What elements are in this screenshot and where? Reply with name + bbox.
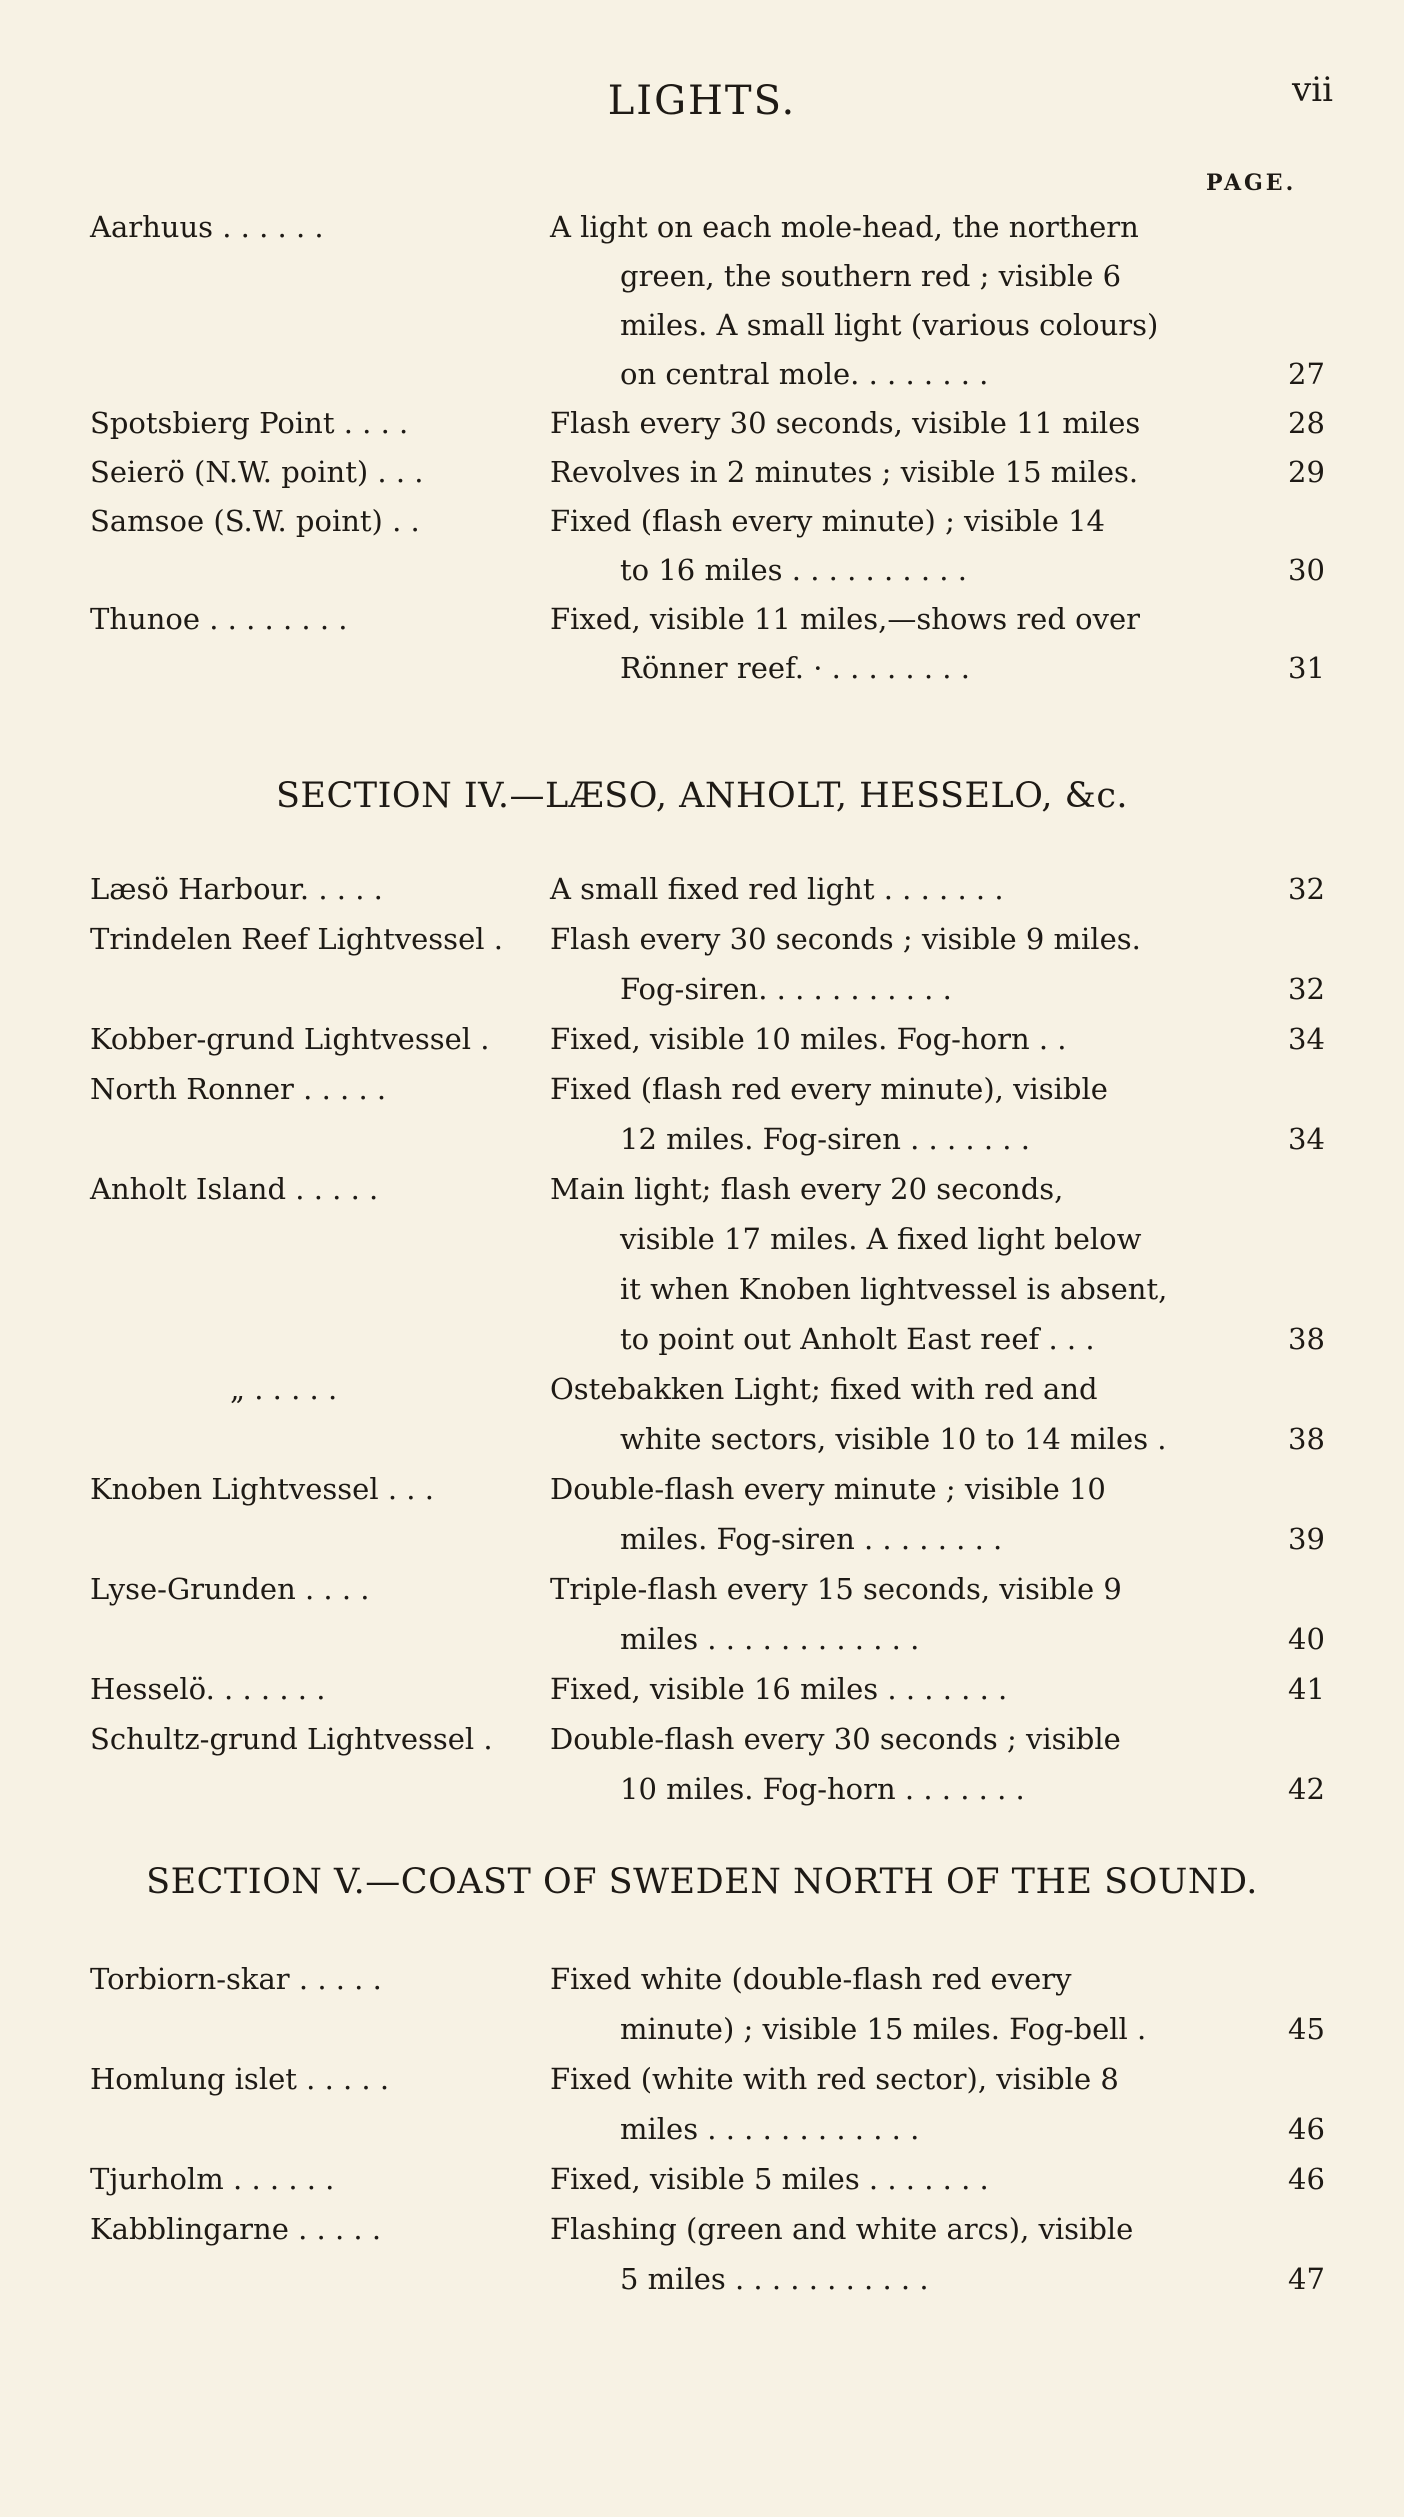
entry-name-schultz-grund: Schultz-grund Lightvessel .: [90, 1722, 493, 1756]
entry-page-number: 40: [1288, 1622, 1325, 1656]
entry-line: Fixed, visible 16 miles . . . . . . .: [550, 1672, 1008, 1706]
entry-page-number: 32: [1288, 872, 1325, 906]
entry-name-north-ronner: North Ronner . . . . .: [90, 1072, 387, 1106]
entry-name-ditto-mark: „ . . . . .: [230, 1372, 338, 1406]
entry-line: Fog-siren. . . . . . . . . . .: [620, 972, 952, 1006]
entry-line: 5 miles . . . . . . . . . . .: [620, 2262, 929, 2296]
entry-name-tjurholm: Tjurholm . . . . . .: [90, 2162, 335, 2196]
entry-page-number: 29: [1288, 455, 1325, 489]
entry-line: 12 miles. Fog-siren . . . . . . .: [620, 1122, 1030, 1156]
entry-line: Fixed, visible 10 miles. Fog-horn . .: [550, 1022, 1067, 1056]
entry-name-lyse-grunden: Lyse-Grunden . . . .: [90, 1572, 370, 1606]
folio-number: vii: [1292, 70, 1333, 110]
entry-name-laeso-harbour: Læsö Harbour. . . . .: [90, 872, 383, 906]
entry-line: white sectors, visible 10 to 14 miles .: [620, 1422, 1167, 1456]
entry-name-anholt-island: Anholt Island . . . . .: [90, 1172, 379, 1206]
entry-line: Double-flash every 30 seconds ; visible: [550, 1722, 1121, 1756]
entry-page-number: 46: [1288, 2112, 1325, 2146]
entry-page-number: 41: [1288, 1672, 1325, 1706]
entry-page-number: 31: [1288, 651, 1325, 685]
entry-line: Main light; flash every 20 seconds,: [550, 1172, 1064, 1206]
entry-line: it when Knoben lightvessel is absent,: [620, 1272, 1168, 1306]
entry-line: Fixed white (double-flash red every: [550, 1962, 1072, 1996]
page-column-label: PAGE.: [1206, 170, 1297, 196]
entry-name-hesselo: Hesselö. . . . . . .: [90, 1672, 326, 1706]
entry-line: Ostebakken Light; fixed with red and: [550, 1372, 1098, 1406]
entry-name-kabblingarne: Kabblingarne . . . . .: [90, 2212, 382, 2246]
entry-name-knoben: Knoben Lightvessel . . .: [90, 1472, 434, 1506]
entry-name-torbiorn-skar: Torbiorn-skar . . . . .: [90, 1962, 382, 1996]
entry-line: visible 17 miles. A fixed light below: [620, 1222, 1142, 1256]
entry-page-number: 28: [1288, 406, 1325, 440]
entry-page-number: 30: [1288, 553, 1325, 587]
entry-line: miles . . . . . . . . . . . .: [620, 2112, 920, 2146]
entry-page-number: 38: [1288, 1322, 1325, 1356]
section-heading: SECTION IV.—LÆSO, ANHOLT, HESSELO, &c.: [275, 776, 1129, 816]
entry-page-number: 34: [1288, 1122, 1325, 1156]
entry-line: Fixed (flash red every minute), visible: [550, 1072, 1108, 1106]
entry-line: Revolves in 2 minutes ; visible 15 miles.: [550, 455, 1139, 489]
entry-line: Flash every 30 seconds ; visible 9 miles.: [550, 922, 1141, 956]
entry-line: Flash every 30 seconds, visible 11 miles: [550, 406, 1141, 440]
entry-page-number: 34: [1288, 1022, 1325, 1056]
entry-name-spotsbierg: Spotsbierg Point . . . .: [90, 406, 409, 440]
entry-line: miles. Fog-siren . . . . . . . .: [620, 1522, 1003, 1556]
entry-page-number: 46: [1288, 2162, 1325, 2196]
entry-name-aarhuus: Aarhuus . . . . . .: [90, 210, 324, 244]
entry-line: to 16 miles . . . . . . . . . .: [620, 553, 967, 587]
entry-line: miles . . . . . . . . . . . .: [620, 1622, 920, 1656]
entry-name-thunoe: Thunoe . . . . . . . .: [90, 602, 348, 636]
entry-line: green, the southern red ; visible 6: [620, 259, 1122, 293]
entry-line: Fixed, visible 5 miles . . . . . . .: [550, 2162, 989, 2196]
running-title: LIGHTS.: [607, 78, 797, 124]
entry-line: Double-flash every minute ; visible 10: [550, 1472, 1106, 1506]
entry-line: miles. A small light (various colours): [620, 308, 1159, 342]
section-heading: SECTION V.—COAST OF SWEDEN NORTH OF THE SOUND.: [146, 1862, 1258, 1902]
entry-page-number: 39: [1288, 1522, 1325, 1556]
entry-line: Fixed (flash every minute) ; visible 14: [550, 504, 1105, 538]
entry-line: Triple-flash every 15 seconds, visible 9: [550, 1572, 1122, 1606]
entry-line: A small fixed red light . . . . . . .: [550, 872, 1004, 906]
entry-line: minute) ; visible 15 miles. Fog-bell .: [620, 2012, 1147, 2046]
entry-page-number: 45: [1288, 2012, 1325, 2046]
entry-name-trindelen: Trindelen Reef Lightvessel .: [90, 922, 503, 956]
entry-line: A light on each mole-head, the northern: [550, 210, 1139, 244]
entry-page-number: 47: [1288, 2262, 1325, 2296]
entry-line: Fixed (white with red sector), visible 8: [550, 2062, 1119, 2096]
entry-line: on central mole. . . . . . . .: [620, 357, 989, 391]
entry-page-number: 32: [1288, 972, 1325, 1006]
entry-line: to point out Anholt East reef . . .: [620, 1322, 1095, 1356]
entry-line: Rönner reef. · . . . . . . . .: [620, 651, 970, 685]
entry-page-number: 38: [1288, 1422, 1325, 1456]
entry-name-seiero: Seierö (N.W. point) . . .: [90, 455, 424, 489]
entry-name-homlung-islet: Homlung islet . . . . .: [90, 2062, 390, 2096]
entry-line: Flashing (green and white arcs), visible: [550, 2212, 1134, 2246]
entry-page-number: 27: [1288, 357, 1325, 391]
entry-page-number: 42: [1288, 1772, 1325, 1806]
entry-line: Fixed, visible 11 miles,—shows red over: [550, 602, 1140, 636]
entry-name-samsoe: Samsoe (S.W. point) . .: [90, 504, 420, 538]
entry-line: 10 miles. Fog-horn . . . . . . .: [620, 1772, 1025, 1806]
entry-name-kobber-grund: Kobber-grund Lightvessel .: [90, 1022, 490, 1056]
